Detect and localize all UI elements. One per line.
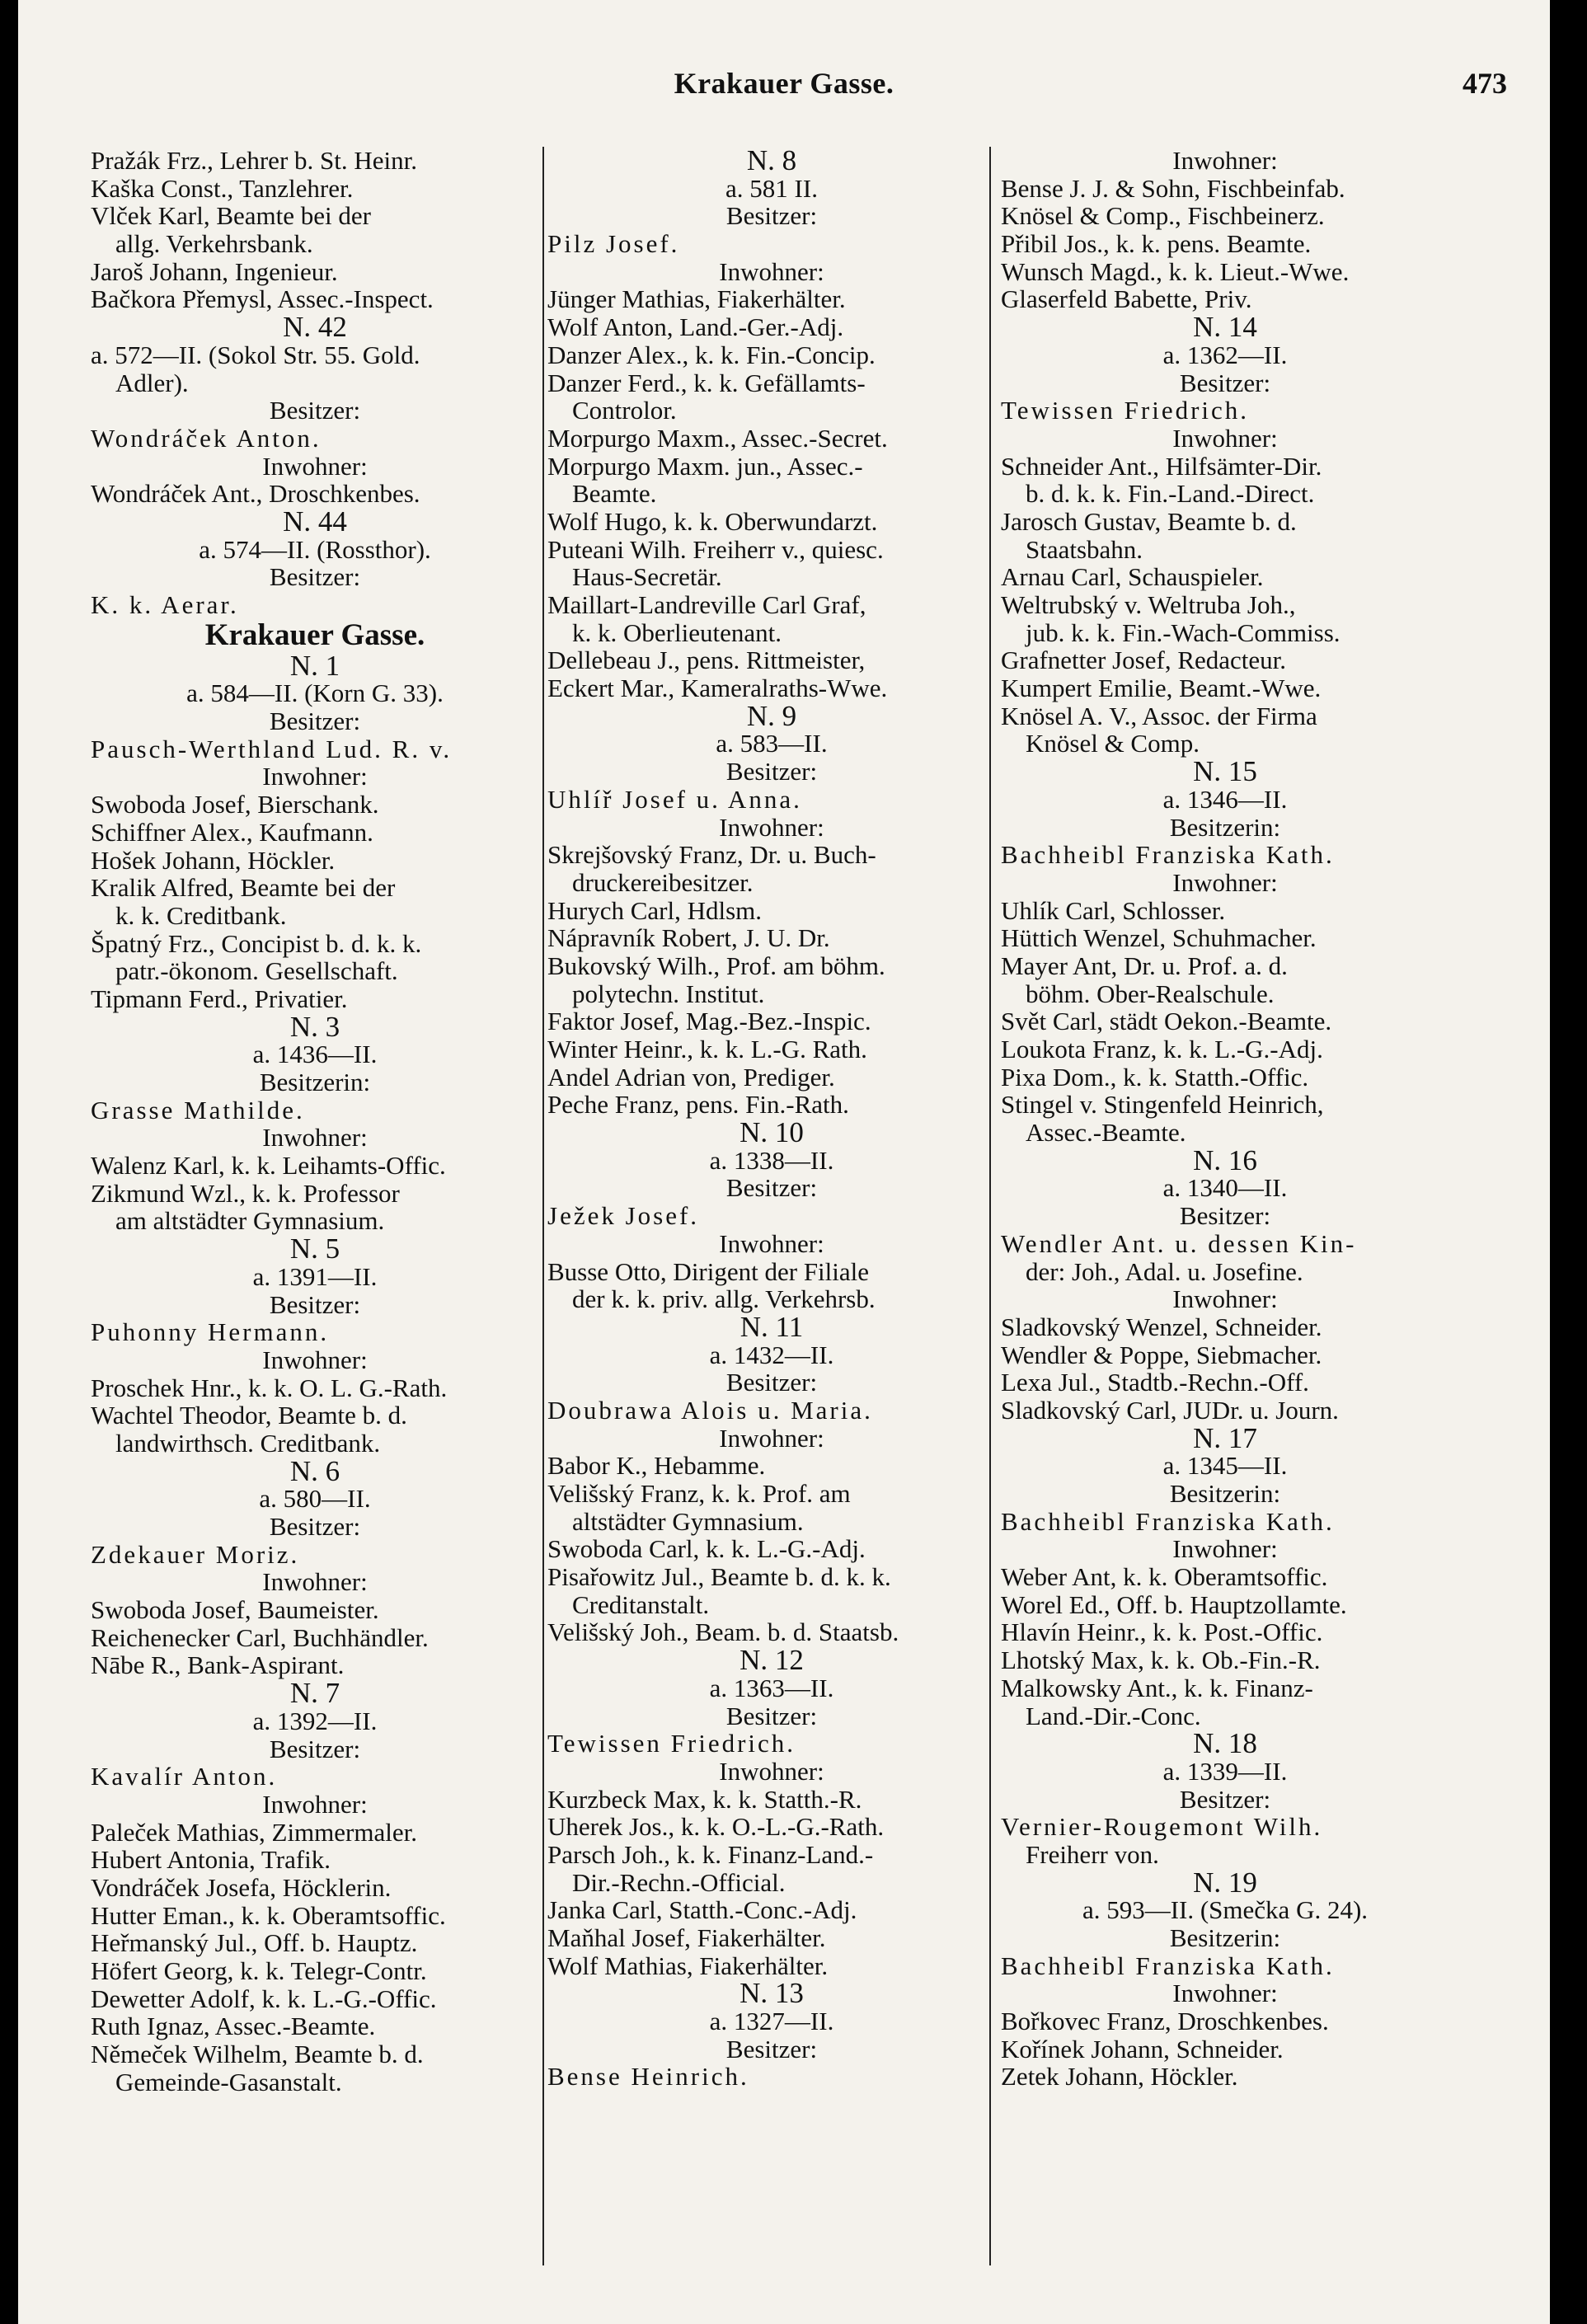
entry-line: Jarosch Gustav, Beamte b. d. — [1001, 506, 1297, 536]
entry-line: Kumpert Emilie, Beamt.-Wwe. — [1001, 674, 1322, 703]
entry-label: Besitzer: — [1179, 368, 1271, 397]
entry-label: a. 1432—II. — [709, 1340, 834, 1369]
entry-line: Weber Ant, k. k. Oberamtsoffic. — [1001, 1562, 1328, 1592]
entry-label: Inwohner: — [1172, 423, 1278, 453]
entry-line: Bukovský Wilh., Prof. am böhm. — [547, 951, 885, 980]
entry-line: Jaroš Johann, Ingenieur. — [91, 256, 338, 286]
entry-continuation: Creditanstalt. — [572, 1589, 710, 1619]
entry-line: Janka Carl, Statth.-Conc.-Adj. — [547, 1895, 857, 1925]
entry-line: Hutter Eman., k. k. Oberamtsoffic. — [91, 1900, 446, 1930]
entry-label: a. 581 II. — [725, 173, 818, 203]
owner-name: Bense Heinrich. — [547, 2062, 749, 2092]
entry-line: Hurych Carl, Hdlsm. — [547, 895, 763, 925]
entry-line: Velišský Franz, k. k. Prof. am — [547, 1479, 851, 1508]
owner-name: Zdekauer Moriz. — [91, 1539, 300, 1569]
entry-label: Besitzer: — [269, 1289, 361, 1319]
entry-line: Maňhal Josef, Fiakerhälter. — [547, 1923, 826, 1952]
entry-label: a. 1327—II. — [709, 2007, 834, 2036]
entry-label: Inwohner: — [1172, 867, 1278, 897]
entry-line: Kořínek Johann, Schneider. — [1001, 2034, 1284, 2063]
entry-label: Besitzerin: — [1169, 1923, 1281, 1952]
entry-line: Reichenecker Carl, Buchhändler. — [91, 1622, 429, 1652]
entry-continuation: Adler). — [115, 368, 189, 397]
entry-label: Besitzer: — [269, 562, 361, 592]
entry-label: Besitzer: — [725, 757, 818, 786]
entry-line: Loukota Franz, k. k. L.-G.-Adj. — [1001, 1035, 1323, 1063]
entry-line: Arnau Carl, Schauspieler. — [1001, 562, 1264, 592]
entry-line: Knösel A. V., Assoc. der Firma — [1001, 701, 1317, 730]
entry-label: Inwohner: — [719, 1756, 824, 1786]
entry-line: Sladkovský Wenzel, Schneider. — [1001, 1312, 1322, 1341]
entry-line: Wolf Mathias, Fiakerhälter. — [547, 1951, 829, 1980]
book-page — [18, 0, 1550, 2324]
entry-line: Velišský Joh., Beam. b. d. Staatsb. — [547, 1617, 899, 1647]
owner-name: Bachheibl Franziska Kath. — [1001, 840, 1335, 870]
entry-continuation: Haus-Secretär. — [572, 562, 722, 592]
house-number: N. 11 — [740, 1310, 804, 1343]
owner-name: Uhlíř Josef u. Anna. — [547, 784, 802, 814]
entry-line: Morpurgo Maxm. jun., Assec.- — [547, 451, 863, 481]
entry-label: a. 574—II. (Rossthor). — [199, 534, 431, 564]
entry-line: Svět Carl, städt Oekon.-Beamte. — [1001, 1007, 1332, 1036]
house-number: N. 12 — [740, 1644, 804, 1677]
entry-label: a. 1340—II. — [1162, 1173, 1288, 1203]
entry-label: Inwohner: — [262, 762, 368, 791]
entry-label: a. 1392—II. — [252, 1706, 378, 1735]
entry-label: Besitzerin: — [259, 1068, 371, 1096]
entry-label: a. 1338—II. — [709, 1145, 834, 1175]
entry-label: Inwohner: — [262, 451, 368, 481]
entry-line: Paleček Mathias, Zimmermaler. — [91, 1817, 417, 1847]
house-number: N. 13 — [740, 1977, 804, 2010]
entry-label: a. 1391—II. — [252, 1261, 378, 1291]
house-number: N. 9 — [746, 699, 797, 732]
entry-line: Vlček Karl, Beamte bei der — [91, 201, 371, 231]
entry-line: Kralik Alfred, Beamte bei der — [91, 873, 396, 903]
entry-line: Malkowsky Ant., k. k. Finanz- — [1001, 1673, 1313, 1702]
entry-line: Glaserfeld Babette, Priv. — [1001, 284, 1252, 314]
entry-label: a. 1346—II. — [1162, 784, 1288, 814]
entry-label: a. 1363—II. — [709, 1673, 834, 1702]
house-number: N. 7 — [289, 1677, 340, 1710]
column-1 — [91, 147, 539, 2096]
entry-label: Besitzerin: — [1169, 1479, 1281, 1508]
entry-continuation: Dir.-Rechn.-Official. — [572, 1867, 786, 1897]
entry-line: Špatný Frz., Concipist b. d. k. k. — [91, 928, 422, 958]
entry-label: Besitzer: — [725, 1368, 818, 1397]
entry-label: a. 584—II. (Korn G. 33). — [186, 678, 444, 708]
entry-line: Sladkovský Carl, JUDr. u. Journ. — [1001, 1395, 1339, 1425]
entry-continuation: jub. k. k. Fin.-Wach-Commiss. — [1026, 617, 1340, 647]
entry-line: Stingel v. Stingenfeld Heinrich, — [1001, 1090, 1324, 1120]
house-number: N. 5 — [289, 1232, 340, 1265]
page-header — [18, 66, 1550, 115]
entry-label: Besitzer: — [1179, 1201, 1271, 1231]
house-number: N. 10 — [740, 1116, 804, 1149]
entry-line: Bense J. J. & Sohn, Fischbeinfab. — [1001, 173, 1345, 203]
entry-line: Němeček Wilhelm, Beamte b. d. — [91, 2040, 424, 2069]
entry-line: Hüttich Wenzel, Schuhmacher. — [1001, 923, 1317, 953]
house-number: N. 8 — [746, 147, 797, 176]
owner-name: Grasse Mathilde. — [91, 1095, 305, 1124]
entry-continuation: böhm. Ober-Realschule. — [1026, 979, 1275, 1008]
entry-line: Swoboda Josef, Bierschank. — [91, 790, 379, 819]
entry-line: Höfert Georg, k. k. Telegr-Contr. — [91, 1956, 427, 1985]
running-title: Krakauer Gasse. — [674, 67, 894, 100]
entry-continuation: Assec.-Beamte. — [1026, 1118, 1186, 1148]
entry-continuation: Knösel & Comp. — [1026, 729, 1200, 758]
entry-label: Inwohner: — [262, 1567, 368, 1597]
column-divider — [989, 147, 991, 2265]
entry-line: Bačkora Přemysl, Assec.-Inspect. — [91, 284, 434, 314]
entry-label: Inwohner: — [1172, 1284, 1278, 1314]
entry-label: Besitzer: — [725, 1173, 818, 1203]
entry-line: Babor K., Hebamme. — [547, 1451, 766, 1481]
owner-name: Pilz Josef. — [547, 229, 680, 259]
entry-line: Dewetter Adolf, k. k. L.-G.-Offic. — [91, 1984, 437, 2013]
entry-label: Inwohner: — [1172, 147, 1278, 175]
entry-label: Inwohner: — [1172, 1979, 1278, 2008]
house-number: N. 14 — [1193, 311, 1257, 344]
entry-continuation: am altstädter Gymnasium. — [115, 1206, 385, 1236]
entry-label: Inwohner: — [719, 1228, 824, 1258]
entry-line: Grafnetter Josef, Redacteur. — [1001, 646, 1287, 675]
owner-name: Tewissen Friedrich. — [1001, 396, 1250, 425]
entry-line: Winter Heinr., k. k. L.-G. Rath. — [547, 1035, 867, 1063]
entry-line: Wunsch Magd., k. k. Lieut.-Wwe. — [1001, 256, 1350, 286]
entry-line: Pražák Frz., Lehrer b. St. Heinr. — [91, 147, 417, 175]
owner-name: Kavalír Anton. — [91, 1762, 278, 1791]
owner-name: Pausch-Werthland Lud. R. v. — [91, 734, 453, 763]
entry-line: Maillart-Landreville Carl Graf, — [547, 590, 866, 619]
entry-line: Hubert Antonia, Trafik. — [91, 1845, 331, 1875]
entry-line: Nápravník Robert, J. U. Dr. — [547, 923, 830, 953]
owner-name: Ježek Josef. — [547, 1201, 700, 1231]
entry-label: a. 583—II. — [716, 729, 828, 758]
entry-line: Wondráček Ant., Droschkenbes. — [91, 479, 420, 509]
entry-line: Swoboda Carl, k. k. L.-G.-Adj. — [547, 1534, 866, 1564]
entry-continuation: altstädter Gymnasium. — [572, 1506, 804, 1536]
entry-continuation: k. k. Oberlieutenant. — [572, 617, 782, 647]
entry-continuation: patr.-ökonom. Gesellschaft. — [115, 956, 398, 986]
entry-line: Weltrubský v. Weltruba Joh., — [1001, 590, 1296, 619]
owner-name: Doubrawa Alois u. Maria. — [547, 1395, 873, 1425]
entry-label: Inwohner: — [719, 812, 824, 842]
entry-line: Dellebeau J., pens. Rittmeister, — [547, 646, 866, 675]
entry-line: Wendler & Poppe, Siebmacher. — [1001, 1340, 1322, 1369]
entry-continuation: Beamte. — [572, 479, 657, 509]
column-3 — [1001, 147, 1449, 2091]
entry-continuation: landwirthsch. Creditbank. — [115, 1428, 381, 1458]
owner-name: Puhonny Hermann. — [91, 1317, 330, 1347]
house-number: N. 42 — [283, 311, 347, 344]
entry-line: Skrejšovský Franz, Dr. u. Buch- — [547, 840, 876, 870]
owner-name: Wondráček Anton. — [91, 423, 322, 453]
entry-continuation: Staatsbahn. — [1026, 534, 1143, 564]
entry-line: a. 572—II. (Sokol Str. 55. Gold. — [91, 340, 420, 369]
entry-line: Swoboda Josef, Baumeister. — [91, 1595, 379, 1625]
owner-name: Bachheibl Franziska Kath. — [1001, 1951, 1335, 1980]
entry-line: Wachtel Theodor, Beamte b. d. — [91, 1401, 407, 1430]
owner-name: Vernier-Rougemont Wilh. — [1001, 1812, 1323, 1842]
house-number: N. 16 — [1193, 1143, 1257, 1176]
entry-line: Zetek Johann, Höckler. — [1001, 2062, 1238, 2092]
house-number: N. 6 — [289, 1454, 340, 1487]
house-number: N. 19 — [1193, 1866, 1257, 1899]
entry-label: Inwohner: — [262, 1123, 368, 1153]
entry-line: Wolf Hugo, k. k. Oberwundarzt. — [547, 506, 878, 536]
entry-label: a. 1362—II. — [1162, 340, 1288, 369]
entry-line: Uhlík Carl, Schlosser. — [1001, 895, 1226, 925]
entry-line: Peche Franz, pens. Fin.-Rath. — [547, 1090, 849, 1120]
column-divider — [542, 147, 544, 2265]
entry-line: Kurzbeck Max, k. k. Statth.-R. — [547, 1784, 862, 1814]
entry-line: Jünger Mathias, Fiakerhälter. — [547, 284, 846, 314]
entry-label: Inwohner: — [1172, 1534, 1278, 1564]
entry-label: a. 1436—II. — [252, 1040, 378, 1069]
entry-label: a. 1345—II. — [1162, 1451, 1288, 1481]
entry-line: Lhotský Max, k. k. Ob.-Fin.-R. — [1001, 1646, 1321, 1675]
entry-label: Besitzer: — [269, 396, 361, 425]
entry-line: Walenz Karl, k. k. Leihamts-Offic. — [91, 1151, 446, 1181]
entry-line: Knösel & Comp., Fischbeinerz. — [1001, 201, 1325, 231]
entry-label: Inwohner: — [262, 1789, 368, 1819]
entry-line: Worel Ed., Off. b. Hauptzollamte. — [1001, 1589, 1347, 1619]
house-number: N. 44 — [283, 505, 347, 538]
entry-line: Parsch Joh., k. k. Finanz-Land.- — [547, 1839, 874, 1869]
entry-label: Besitzer: — [725, 201, 818, 231]
page-number: 473 — [1463, 67, 1507, 100]
entry-continuation: allg. Verkehrsbank. — [115, 229, 313, 259]
entry-label: Besitzer: — [725, 1701, 818, 1730]
entry-label: Besitzer: — [725, 2034, 818, 2063]
entry-line: Pixa Dom., k. k. Statth.-Offic. — [1001, 1062, 1309, 1092]
entry-line: Pisařowitz Jul., Beamte b. d. k. k. — [547, 1562, 891, 1592]
entry-line: Puteani Wilh. Freiherr v., quiesc. — [547, 534, 884, 564]
street-heading: Krakauer Gasse. — [204, 617, 425, 652]
column-2 — [547, 147, 996, 2091]
owner-name: Bachheibl Franziska Kath. — [1001, 1506, 1335, 1536]
entry-line: Schneider Ant., Hilfsämter-Dir. — [1001, 451, 1322, 481]
entry-line: Kaška Const., Tanzlehrer. — [91, 173, 354, 203]
entry-line: Mayer Ant, Dr. u. Prof. a. d. — [1001, 951, 1288, 980]
entry-line: Wolf Anton, Land.-Ger.-Adj. — [547, 312, 844, 342]
entry-line: Lexa Jul., Stadtb.-Rechn.-Off. — [1001, 1368, 1309, 1397]
entry-continuation: Controlor. — [572, 396, 677, 425]
entry-line: Hlavín Heinr., k. k. Post.-Offic. — [1001, 1617, 1323, 1647]
owner-name: K. k. Aerar. — [91, 590, 239, 619]
entry-line: Přibil Jos., k. k. pens. Beamte. — [1001, 229, 1312, 259]
entry-line: Eckert Mar., Kameralraths-Wwe. — [547, 674, 888, 703]
entry-line: Morpurgo Maxm., Assec.-Secret. — [547, 423, 888, 453]
entry-line: Danzer Ferd., k. k. Gefällamts- — [547, 368, 866, 397]
entry-label: Besitzer: — [1179, 1784, 1271, 1814]
entry-label: Besitzer: — [269, 707, 361, 736]
house-number: N. 15 — [1193, 755, 1257, 788]
entry-label: Besitzer: — [269, 1512, 361, 1541]
entry-continuation: b. d. k. k. Fin.-Land.-Direct. — [1026, 479, 1315, 509]
entry-line: Nābe R., Bank-Aspirant. — [91, 1650, 345, 1680]
entry-continuation: Gemeinde-Gasanstalt. — [115, 2067, 342, 2096]
entry-line: Heřmanský Jul., Off. b. Hauptz. — [91, 1928, 418, 1958]
entry-continuation: k. k. Creditbank. — [115, 900, 287, 930]
entry-line: Schiffner Alex., Kaufmann. — [91, 817, 373, 847]
entry-line: Proschek Hnr., k. k. O. L. G.-Rath. — [91, 1373, 448, 1402]
entry-continuation: Land.-Dir.-Conc. — [1026, 1701, 1201, 1730]
entry-label: Inwohner: — [262, 1345, 368, 1374]
house-number: N. 1 — [289, 649, 340, 682]
entry-line: Busse Otto, Dirigent der Filiale — [547, 1256, 870, 1286]
owner-name: Tewissen Friedrich. — [547, 1729, 796, 1758]
entry-continuation: der: Joh., Adal. u. Josefine. — [1026, 1256, 1303, 1286]
entry-label: a. 580—II. — [259, 1484, 371, 1514]
entry-line: Zikmund Wzl., k. k. Professor — [91, 1178, 400, 1208]
entry-line: Bořkovec Franz, Droschkenbes. — [1001, 2007, 1329, 2036]
entry-line: Danzer Alex., k. k. Fin.-Concip. — [547, 340, 876, 369]
house-number: N. 18 — [1193, 1727, 1257, 1760]
entry-continuation: der k. k. priv. allg. Verkehrsb. — [572, 1284, 876, 1314]
entry-label: Inwohner: — [719, 256, 824, 286]
entry-line: Andel Adrian von, Prediger. — [547, 1062, 835, 1092]
entry-continuation: Freiherr von. — [1026, 1839, 1159, 1869]
house-number: N. 3 — [289, 1010, 340, 1043]
entry-label: a. 1339—II. — [1162, 1756, 1288, 1786]
entry-continuation: druckereibesitzer. — [572, 867, 754, 897]
entry-line: Uherek Jos., k. k. O.-L.-G.-Rath. — [547, 1812, 885, 1842]
owner-name: Wendler Ant. u. dessen Kin- — [1001, 1228, 1357, 1258]
entry-label: Besitzerin: — [1169, 812, 1281, 842]
entry-line: Vondráček Josefa, Höcklerin. — [91, 1872, 392, 1902]
entry-line: Ruth Ignaz, Assec.-Beamte. — [91, 2012, 376, 2041]
entry-label: Besitzer: — [269, 1734, 361, 1763]
entry-line: Faktor Josef, Mag.-Bez.-Inspic. — [547, 1007, 871, 1036]
entry-line: Tipmann Ferd., Privatier. — [91, 984, 348, 1013]
entry-continuation: polytechn. Institut. — [572, 979, 765, 1008]
house-number: N. 17 — [1193, 1421, 1257, 1454]
entry-label: a. 593—II. (Smečka G. 24). — [1082, 1895, 1369, 1925]
entry-line: Hošek Johann, Höckler. — [91, 845, 336, 875]
entry-label: Inwohner: — [719, 1423, 824, 1453]
